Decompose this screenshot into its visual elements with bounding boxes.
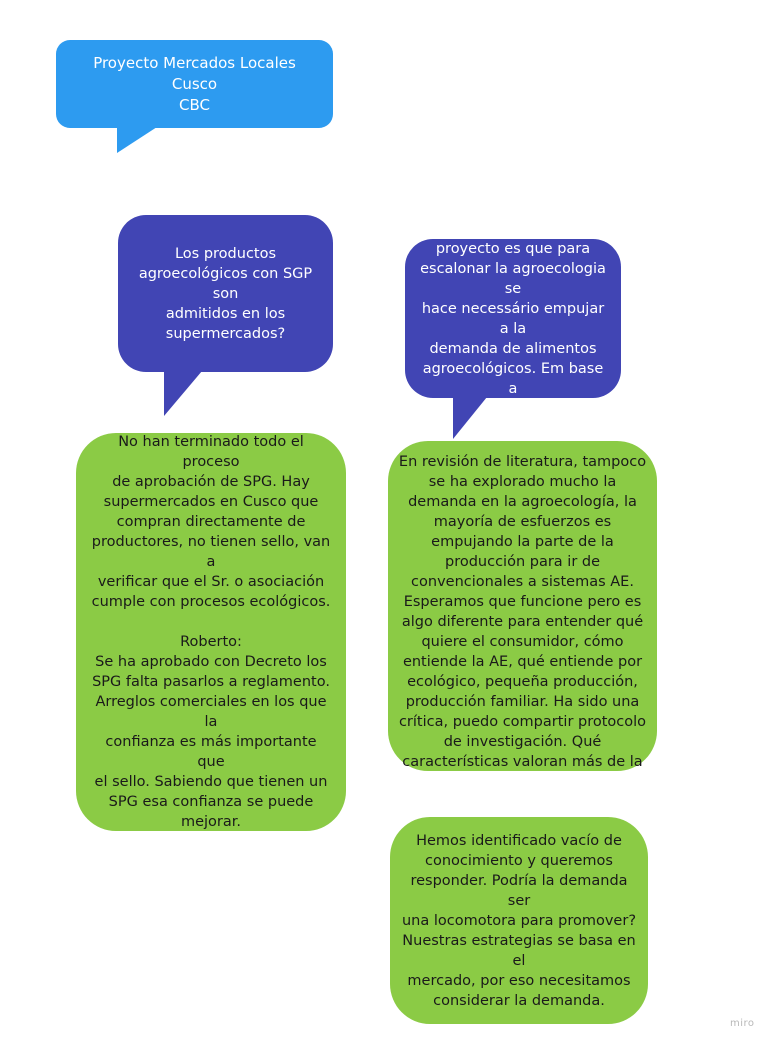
- miro-watermark: miro: [730, 1018, 755, 1029]
- answer-text: Hemos identificado vacío de conocimiento y queremos responder. Podría la demanda ser una locomotora para promover? Nuestras estrategias se basa en el mercado, por eso necesitamos considerar la demanda.: [401, 832, 637, 1009]
- title-speech-bubble[interactable]: [56, 40, 333, 128]
- title-text: Proyecto Mercados Locales Cusco CBC: [93, 53, 296, 114]
- answer-text: En revisión de literatura, tampoco se ha explorado mucho la demanda en la agroecología, la mayoría de esfuerzos es empujando la parte de la producción para ir de convencionales a sistemas AE. Esperamos que funcione pero es algo diferente para entender qué quiere el consumidor, cómo entiende la AE, qué entiende por ecológico, pequeña producción, producción familiar. Ha sido una crítica, puedo compartir protocolo de investigación. Qué características valoran más de la: [398, 454, 647, 770]
- question-text: La presuposición del proyecto es que para escalonar la agroecologia se hace necessário empujar a la demanda de alimentos agroecológicos. Em base a que se sostiene eso?: [420, 220, 606, 417]
- answer-card-sgp-approval[interactable]: [76, 433, 346, 831]
- question-bubble-tail: [453, 397, 487, 439]
- question-bubble-tail: [164, 371, 202, 416]
- answer-text: No han terminado todo el proceso de aprobación de SPG. Hay supermercados en Cusco que compran directamente de productores, no tienen sello, van a verificar que el Sr. o asociación cumple con procesos ecológicos. Roberto: Se ha aprobado con Decreto los SPG falta pasarlos a reglamento. Arreglos comerciales en los que la confianza es más importante que el sello. Sabiendo que tienen un SPG esa confianza se puede mejorar.: [91, 434, 331, 830]
- question-bubble-sgp-supermarkets[interactable]: [118, 215, 333, 372]
- question-bubble-demand-premise[interactable]: [405, 220, 621, 417]
- answer-card-knowledge-gap[interactable]: [390, 817, 648, 1024]
- answer-card-literature-review[interactable]: [388, 441, 657, 771]
- question-text: Los productos agroecológicos con SGP son admitidos en los supermercados?: [138, 245, 313, 342]
- title-bubble-tail: [117, 127, 157, 153]
